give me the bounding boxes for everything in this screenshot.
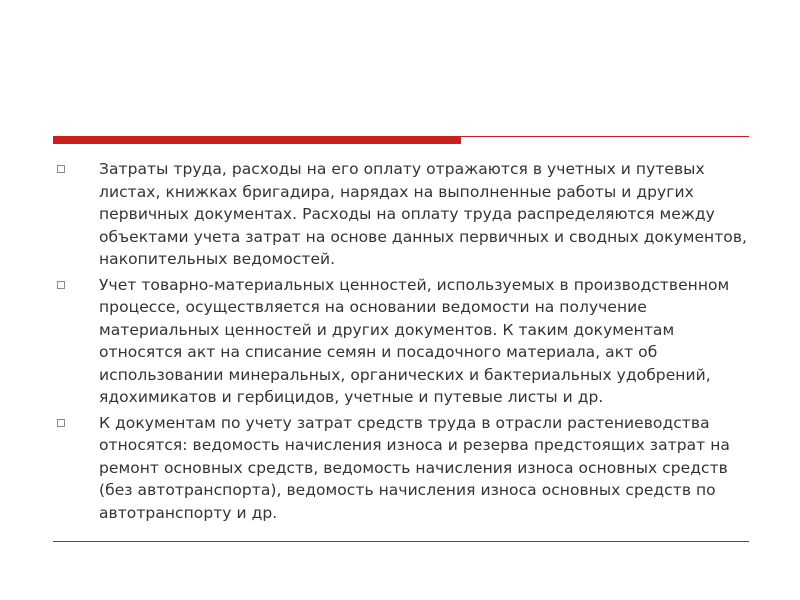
hollow-square-icon (57, 419, 65, 427)
header-divider-line (461, 136, 749, 137)
hollow-square-icon (57, 281, 65, 289)
bullet-item-means-of-labor (56, 412, 750, 525)
bullet-item-inventory (56, 274, 750, 409)
bullet-text: К документам по учету затрат средств труда в отрасли растениеводства относятся: ведомость начисления износа и резерва предстоящих затрат на ремонт основных средств, ведомость начисления износа основных средств (без автотранспорта), ведомость начисления износа основных средств по автотранспорту и др. (99, 413, 730, 522)
hollow-square-icon (57, 165, 65, 173)
bullet-list (56, 158, 750, 527)
footer-divider-line (53, 541, 749, 542)
bullet-item-labor-costs (56, 158, 750, 271)
bullet-text: Затраты труда, расходы на его оплату отражаются в учетных и путевых листах, книжках бригадира, нарядах на выполненные работы и других первичных документах. Расходы на оплату труда распределяются между объектами учета затрат на основе данных первичных и сводных документов, накопительных ведомостей. (99, 160, 747, 268)
bullet-text: Учет товарно-материальных ценностей, используемых в производственном процессе, осуществляется на основании ведомости на получение материальных ценностей и других документов. К таким документам относятся акт на списание семян и посадочного материала, акт об использовании минеральных, органических и бактериальных удобрений, ядохимикатов и гербицидов, учетные и путевые листы и др. (99, 275, 730, 406)
header-accent-bar (53, 136, 461, 144)
